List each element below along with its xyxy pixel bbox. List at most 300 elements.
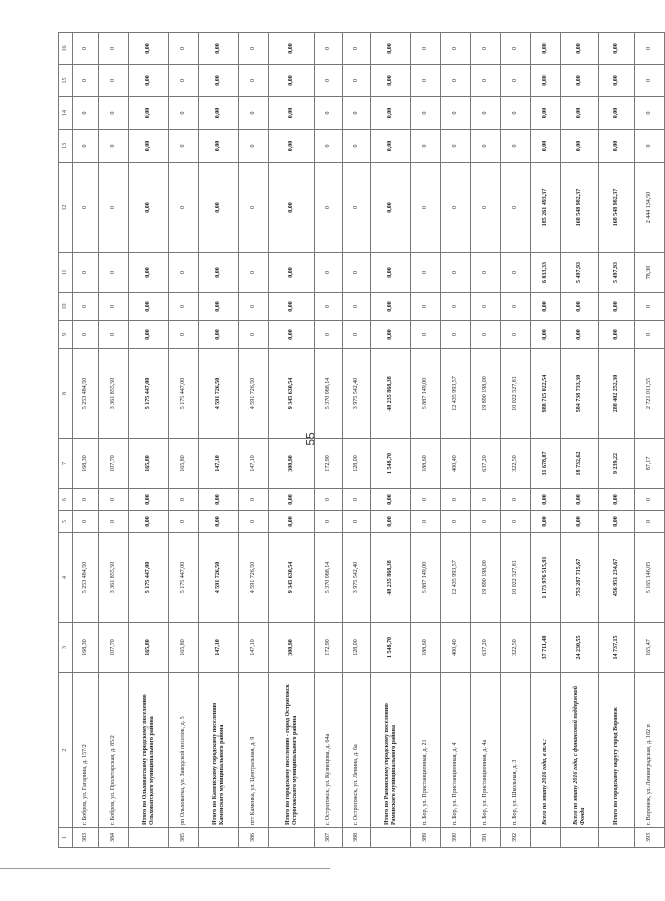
address-cell: Итого по Ольховатскому городскому поселению Ольховатского муниципального района xyxy=(129,673,169,828)
value-cell: 185 261 493,37 xyxy=(531,163,561,253)
value-cell: 0 xyxy=(635,489,665,511)
value-cell: 0 xyxy=(99,511,129,533)
value-cell: 0 xyxy=(343,321,371,349)
row-number-cell xyxy=(561,828,599,848)
value-cell: 0 xyxy=(411,511,441,533)
column-number: 6 xyxy=(59,489,73,511)
value-cell: 0 xyxy=(471,293,501,321)
value-cell: 0,00 xyxy=(531,33,561,65)
value-cell: 288 402 252,30 xyxy=(599,349,635,439)
value-cell: 107,70 xyxy=(99,623,129,673)
value-cell: 0 xyxy=(239,489,269,511)
value-cell: 0,00 xyxy=(129,489,169,511)
value-cell: 0,00 xyxy=(269,97,315,130)
value-cell: 0 xyxy=(73,321,99,349)
value-cell: 5 887 149,00 xyxy=(411,533,441,623)
value-cell: 0,00 xyxy=(269,130,315,163)
value-cell: 0 xyxy=(501,489,531,511)
column-number: 14 xyxy=(59,97,73,130)
value-cell: 0 xyxy=(441,511,471,533)
value-cell: 5 887 149,00 xyxy=(411,349,441,439)
address-cell: Итого по городскому поселению - город Острогожск Острогожского муниципального района xyxy=(269,673,315,828)
value-cell: 0,00 xyxy=(269,33,315,65)
address-cell: п. Бор, ул. Пристанционная, д. 4 xyxy=(441,673,471,828)
value-cell: 0 xyxy=(169,163,199,253)
value-cell: 5 175 447,00 xyxy=(129,349,169,439)
table-row xyxy=(315,33,343,848)
value-cell: 0 xyxy=(501,130,531,163)
value-cell: 0 xyxy=(169,511,199,533)
value-cell: 0 xyxy=(169,33,199,65)
value-cell: 0 xyxy=(501,65,531,97)
value-cell: 0,00 xyxy=(129,65,169,97)
value-cell: 0 xyxy=(411,97,441,130)
value-cell: 0 xyxy=(635,33,665,65)
column-number-header-row xyxy=(59,33,73,848)
value-cell: 3 361 855,50 xyxy=(99,533,129,623)
value-cell: 0,00 xyxy=(199,97,239,130)
value-cell: 0,00 xyxy=(199,253,239,293)
value-cell: 0,00 xyxy=(599,130,635,163)
row-number-cell xyxy=(129,828,169,848)
value-cell: 107,70 xyxy=(99,439,129,489)
value-cell: 0 xyxy=(239,293,269,321)
value-cell: 0 xyxy=(471,511,501,533)
value-cell: 0 xyxy=(635,130,665,163)
column-number: 4 xyxy=(59,533,73,623)
row-number-cell: 389 xyxy=(411,828,441,848)
value-cell: 0 xyxy=(441,489,471,511)
row-number-cell xyxy=(531,828,561,848)
value-cell: 0,00 xyxy=(199,130,239,163)
value-cell: 2 721 011,55 xyxy=(635,349,665,439)
value-cell: 0,00 xyxy=(531,293,561,321)
value-cell: 5 370 088,14 xyxy=(315,349,343,439)
table-row xyxy=(343,33,371,848)
row-number-cell: 390 xyxy=(441,828,471,848)
value-cell: 168,30 xyxy=(73,439,99,489)
value-cell: 0 xyxy=(169,97,199,130)
value-cell: 168,30 xyxy=(73,623,99,673)
value-cell: 4 591 726,50 xyxy=(239,533,269,623)
value-cell: 0,00 xyxy=(129,163,169,253)
subtotal-row xyxy=(199,33,239,848)
value-cell: 78,30 xyxy=(635,253,665,293)
value-cell: 0 xyxy=(169,65,199,97)
column-number: 7 xyxy=(59,439,73,489)
value-cell: 128,00 xyxy=(343,439,371,489)
value-cell: 0 xyxy=(99,321,129,349)
value-cell: 0 xyxy=(471,97,501,130)
value-cell: 0,00 xyxy=(561,489,599,511)
value-cell: 9 345 630,54 xyxy=(269,349,315,439)
value-cell: 0,00 xyxy=(129,511,169,533)
value-cell: 0 xyxy=(471,321,501,349)
value-cell: 5 175 447,00 xyxy=(169,533,199,623)
address-cell: Итого по Рамонскому городскому поселению Рамонского муниципального района xyxy=(371,673,411,828)
table-row xyxy=(501,33,531,848)
column-number: 11 xyxy=(59,253,73,293)
row-number-cell: 392 xyxy=(501,828,531,848)
value-cell: 0,00 xyxy=(371,293,411,321)
value-cell: 5 253 484,50 xyxy=(73,533,99,623)
value-cell: 0 xyxy=(441,97,471,130)
value-cell: 0 xyxy=(239,511,269,533)
value-cell: 0 xyxy=(343,65,371,97)
value-cell: 37 711,40 xyxy=(531,623,561,673)
value-cell: 0 xyxy=(441,65,471,97)
value-cell: 322,50 xyxy=(501,439,531,489)
value-cell: 0,00 xyxy=(561,65,599,97)
value-cell: 0 xyxy=(635,65,665,97)
value-cell: 400,40 xyxy=(441,623,471,673)
value-cell: 0,00 xyxy=(129,253,169,293)
address-cell: г. Бобров, ул. Гагарина, д. 157/2 xyxy=(73,673,99,828)
value-cell: 0 xyxy=(501,97,531,130)
value-cell: 172,90 xyxy=(315,439,343,489)
value-cell: 0 xyxy=(99,163,129,253)
value-cell: 48 235 868,38 xyxy=(371,349,411,439)
subtotal-row xyxy=(129,33,169,848)
value-cell: 0 xyxy=(441,163,471,253)
value-cell: 0,00 xyxy=(199,489,239,511)
value-cell: 0 xyxy=(343,33,371,65)
value-cell: 0 xyxy=(501,33,531,65)
value-cell: 0 xyxy=(411,163,441,253)
value-cell: 0 xyxy=(411,130,441,163)
value-cell: 0,00 xyxy=(371,65,411,97)
value-cell: 0,00 xyxy=(199,33,239,65)
value-cell: 584 738 733,30 xyxy=(561,349,599,439)
value-cell: 0 xyxy=(411,253,441,293)
value-cell: 0,00 xyxy=(599,321,635,349)
value-cell: 0 xyxy=(343,489,371,511)
value-cell: 0 xyxy=(315,321,343,349)
value-cell: 0,00 xyxy=(561,511,599,533)
value-cell: 0 xyxy=(411,33,441,65)
value-cell: 0 xyxy=(501,253,531,293)
value-cell: 0 xyxy=(441,33,471,65)
value-cell: 5 497,93 xyxy=(599,253,635,293)
value-cell: 0 xyxy=(343,97,371,130)
value-cell: 188,60 xyxy=(411,439,441,489)
value-cell: 0 xyxy=(73,65,99,97)
value-cell: 0,00 xyxy=(599,97,635,130)
value-cell: 0 xyxy=(501,293,531,321)
value-cell: 172,90 xyxy=(315,623,343,673)
value-cell: 0 xyxy=(73,253,99,293)
column-number: 13 xyxy=(59,130,73,163)
address-cell: рп Ольховатка, ул. Заводской поселок, д. 5 xyxy=(169,673,199,828)
value-cell: 0 xyxy=(411,65,441,97)
value-cell: 0,00 xyxy=(531,65,561,97)
address-cell: п. Бор, ул. Пристанционная, д. 4а xyxy=(471,673,501,828)
value-cell: 5 165 146,05 xyxy=(635,533,665,623)
value-cell: 0 xyxy=(99,130,129,163)
value-cell: 19 890 198,00 xyxy=(471,349,501,439)
value-cell: 0 xyxy=(73,489,99,511)
address-cell: п. Бор, ул. Пристанционная, д. 21 xyxy=(411,673,441,828)
value-cell: 0,00 xyxy=(129,130,169,163)
value-cell: 5 370 088,14 xyxy=(315,533,343,623)
column-number: 2 xyxy=(59,673,73,828)
value-cell: 0 xyxy=(73,33,99,65)
value-cell: 0 xyxy=(501,511,531,533)
value-cell: 0 xyxy=(635,511,665,533)
table-row xyxy=(635,33,665,848)
value-cell: 0,00 xyxy=(531,511,561,533)
column-number: 15 xyxy=(59,65,73,97)
address-cell: Итого по городскому округу город Воронеж xyxy=(599,673,635,828)
value-cell: 147,10 xyxy=(199,623,239,673)
value-cell: 0 xyxy=(471,253,501,293)
value-cell: 147,10 xyxy=(239,623,269,673)
value-cell: 300,90 xyxy=(269,439,315,489)
value-cell: 0,00 xyxy=(269,253,315,293)
table-rotated-container xyxy=(58,33,653,848)
value-cell: 5 497,93 xyxy=(561,253,599,293)
value-cell: 0 xyxy=(343,511,371,533)
value-cell: 0,00 xyxy=(199,163,239,253)
value-cell: 637,20 xyxy=(471,623,501,673)
value-cell: 0,00 xyxy=(269,65,315,97)
value-cell: 4 591 726,50 xyxy=(239,349,269,439)
value-cell: 0,00 xyxy=(199,65,239,97)
value-cell: 0 xyxy=(635,293,665,321)
value-cell: 0 xyxy=(169,253,199,293)
value-cell: 0 xyxy=(471,130,501,163)
value-cell: 0,00 xyxy=(599,511,635,533)
value-cell: 0,00 xyxy=(269,293,315,321)
address-cell: г. Бобров, ул. Пролетарская, д. 85/2 xyxy=(99,673,129,828)
value-cell: 0 xyxy=(315,489,343,511)
value-cell: 0 xyxy=(239,65,269,97)
value-cell: 0,00 xyxy=(129,97,169,130)
row-number-cell: 393 xyxy=(635,828,665,848)
value-cell: 0 xyxy=(411,489,441,511)
value-cell: 0 xyxy=(315,511,343,533)
address-cell: Всего по этапу 2016 года, в т.ч.: xyxy=(531,673,561,828)
value-cell: 2 444 134,50 xyxy=(635,163,665,253)
value-cell: 0 xyxy=(471,489,501,511)
value-cell: 0,00 xyxy=(531,97,561,130)
value-cell: 3 975 542,40 xyxy=(343,533,371,623)
total-row xyxy=(531,33,561,848)
row-number-cell: 388 xyxy=(343,828,371,848)
value-cell: 0,00 xyxy=(269,511,315,533)
value-cell: 0 xyxy=(315,33,343,65)
value-cell: 0 xyxy=(471,33,501,65)
value-cell: 0 xyxy=(471,163,501,253)
row-number-cell: 383 xyxy=(73,828,99,848)
value-cell: 0,00 xyxy=(371,321,411,349)
value-cell: 6 033,33 xyxy=(531,253,561,293)
footer-rule xyxy=(0,868,330,869)
value-cell: 1 548,70 xyxy=(371,439,411,489)
value-cell: 0,00 xyxy=(531,489,561,511)
page-number: 55 xyxy=(303,432,318,446)
value-cell: 0 xyxy=(99,489,129,511)
value-cell: 0 xyxy=(169,293,199,321)
value-cell: 400,40 xyxy=(441,439,471,489)
value-cell: 10 022 527,81 xyxy=(501,349,531,439)
value-cell: 0,00 xyxy=(371,33,411,65)
value-cell: 0,00 xyxy=(599,33,635,65)
value-cell: 0 xyxy=(73,293,99,321)
value-cell: 0 xyxy=(635,321,665,349)
value-cell: 0,00 xyxy=(269,489,315,511)
value-cell: 0,00 xyxy=(561,33,599,65)
value-cell: 0 xyxy=(411,321,441,349)
value-cell: 12 435 993,57 xyxy=(441,349,471,439)
value-cell: 147,10 xyxy=(199,439,239,489)
value-cell: 0,00 xyxy=(561,130,599,163)
value-cell: 0 xyxy=(99,293,129,321)
value-cell: 988 715 022,54 xyxy=(531,349,561,439)
value-cell: 0,00 xyxy=(599,293,635,321)
address-cell: г. Острогожск, ул. Ленина, д. 6а xyxy=(343,673,371,828)
address-cell: г. Острогожск, ул. Кузнецова, д. 64а xyxy=(315,673,343,828)
value-cell: 165,47 xyxy=(635,623,665,673)
value-cell: 300,90 xyxy=(269,623,315,673)
value-cell: 9 239,22 xyxy=(599,439,635,489)
value-cell: 48 235 868,38 xyxy=(371,533,411,623)
value-cell: 1 173 976 515,91 xyxy=(531,533,561,623)
value-cell: 0 xyxy=(99,65,129,97)
value-cell: 0 xyxy=(501,321,531,349)
value-cell: 0 xyxy=(315,293,343,321)
address-cell: пгт Каменка, ул. Центральная, д. 9 xyxy=(239,673,269,828)
value-cell: 168 548 982,37 xyxy=(561,163,599,253)
value-cell: 0,00 xyxy=(371,253,411,293)
value-cell: 0,00 xyxy=(129,293,169,321)
value-cell: 0 xyxy=(73,97,99,130)
row-number-cell xyxy=(199,828,239,848)
value-cell: 0 xyxy=(239,33,269,65)
total-row xyxy=(561,33,599,848)
value-cell: 456 951 234,67 xyxy=(599,533,635,623)
value-cell: 0,00 xyxy=(199,293,239,321)
value-cell: 0 xyxy=(73,511,99,533)
value-cell: 0,00 xyxy=(199,321,239,349)
value-cell: 3 975 542,40 xyxy=(343,349,371,439)
table-row xyxy=(99,33,129,848)
value-cell: 0 xyxy=(315,163,343,253)
value-cell: 0 xyxy=(169,321,199,349)
address-cell: Итого по Каменскому городскому поселению Каменского муниципального района xyxy=(199,673,239,828)
row-number-cell: 384 xyxy=(99,828,129,848)
value-cell: 4 591 726,50 xyxy=(199,349,239,439)
table-row xyxy=(169,33,199,848)
value-cell: 0,00 xyxy=(199,511,239,533)
value-cell: 165,80 xyxy=(129,439,169,489)
value-cell: 0 xyxy=(471,65,501,97)
value-cell: 0 xyxy=(239,321,269,349)
value-cell: 0 xyxy=(239,97,269,130)
value-cell: 0,00 xyxy=(531,321,561,349)
value-cell: 0 xyxy=(343,293,371,321)
value-cell: 0,00 xyxy=(129,321,169,349)
column-number: 8 xyxy=(59,349,73,439)
value-cell: 0 xyxy=(73,130,99,163)
value-cell: 147,10 xyxy=(239,439,269,489)
value-cell: 0 xyxy=(501,163,531,253)
value-cell: 0 xyxy=(411,293,441,321)
value-cell: 0,00 xyxy=(371,130,411,163)
value-cell: 0 xyxy=(239,130,269,163)
value-cell: 0 xyxy=(343,163,371,253)
column-number: 3 xyxy=(59,623,73,673)
value-cell: 12 435 993,57 xyxy=(441,533,471,623)
value-cell: 322,50 xyxy=(501,623,531,673)
value-cell: 18 732,62 xyxy=(561,439,599,489)
column-number: 16 xyxy=(59,33,73,65)
table-row xyxy=(73,33,99,848)
value-cell: 0 xyxy=(99,33,129,65)
value-cell: 3 361 855,50 xyxy=(99,349,129,439)
value-cell: 1 548,70 xyxy=(371,623,411,673)
row-number-cell: 385 xyxy=(169,828,199,848)
value-cell: 0 xyxy=(169,130,199,163)
value-cell: 0 xyxy=(343,253,371,293)
row-number-cell xyxy=(371,828,411,848)
value-cell: 0 xyxy=(315,130,343,163)
table-row xyxy=(239,33,269,848)
subtotal-row xyxy=(599,33,635,848)
table-body xyxy=(59,33,665,848)
value-cell: 0,00 xyxy=(129,33,169,65)
value-cell: 0 xyxy=(315,97,343,130)
value-cell: 165,80 xyxy=(169,623,199,673)
column-number: 1 xyxy=(59,828,73,848)
value-cell: 637,20 xyxy=(471,439,501,489)
housing-register-table xyxy=(58,32,665,848)
value-cell: 165,80 xyxy=(169,439,199,489)
value-cell: 0 xyxy=(635,97,665,130)
value-cell: 0 xyxy=(343,130,371,163)
value-cell: 0 xyxy=(441,321,471,349)
value-cell: 4 591 726,50 xyxy=(199,533,239,623)
value-cell: 0 xyxy=(441,253,471,293)
value-cell: 0,00 xyxy=(561,97,599,130)
table-row xyxy=(471,33,501,848)
value-cell: 0,00 xyxy=(531,130,561,163)
value-cell: 0 xyxy=(99,97,129,130)
value-cell: 0,00 xyxy=(371,97,411,130)
value-cell: 0,00 xyxy=(599,65,635,97)
row-number-cell: 386 xyxy=(239,828,269,848)
value-cell: 19 890 198,00 xyxy=(471,533,501,623)
row-number-cell: 391 xyxy=(471,828,501,848)
address-cell: п. Бор, ул. Школьная, д. 3 xyxy=(501,673,531,828)
value-cell: 0 xyxy=(239,253,269,293)
value-cell: 0,00 xyxy=(371,511,411,533)
column-number: 5 xyxy=(59,511,73,533)
column-number: 10 xyxy=(59,293,73,321)
value-cell: 0 xyxy=(73,163,99,253)
value-cell: 0 xyxy=(239,163,269,253)
subtotal-row xyxy=(269,33,315,848)
value-cell: 0 xyxy=(99,253,129,293)
value-cell: 0 xyxy=(441,130,471,163)
value-cell: 165,80 xyxy=(129,623,169,673)
column-number: 9 xyxy=(59,321,73,349)
value-cell: 0,00 xyxy=(269,163,315,253)
value-cell: 128,00 xyxy=(343,623,371,673)
address-cell: г. Воронеж, ул. Ленинградская, д. 102 п xyxy=(635,673,665,828)
address-cell: Всего по этапу 2016 года, с финансовой поддержкой Фонда xyxy=(561,673,599,828)
value-cell: 14 737,15 xyxy=(599,623,635,673)
